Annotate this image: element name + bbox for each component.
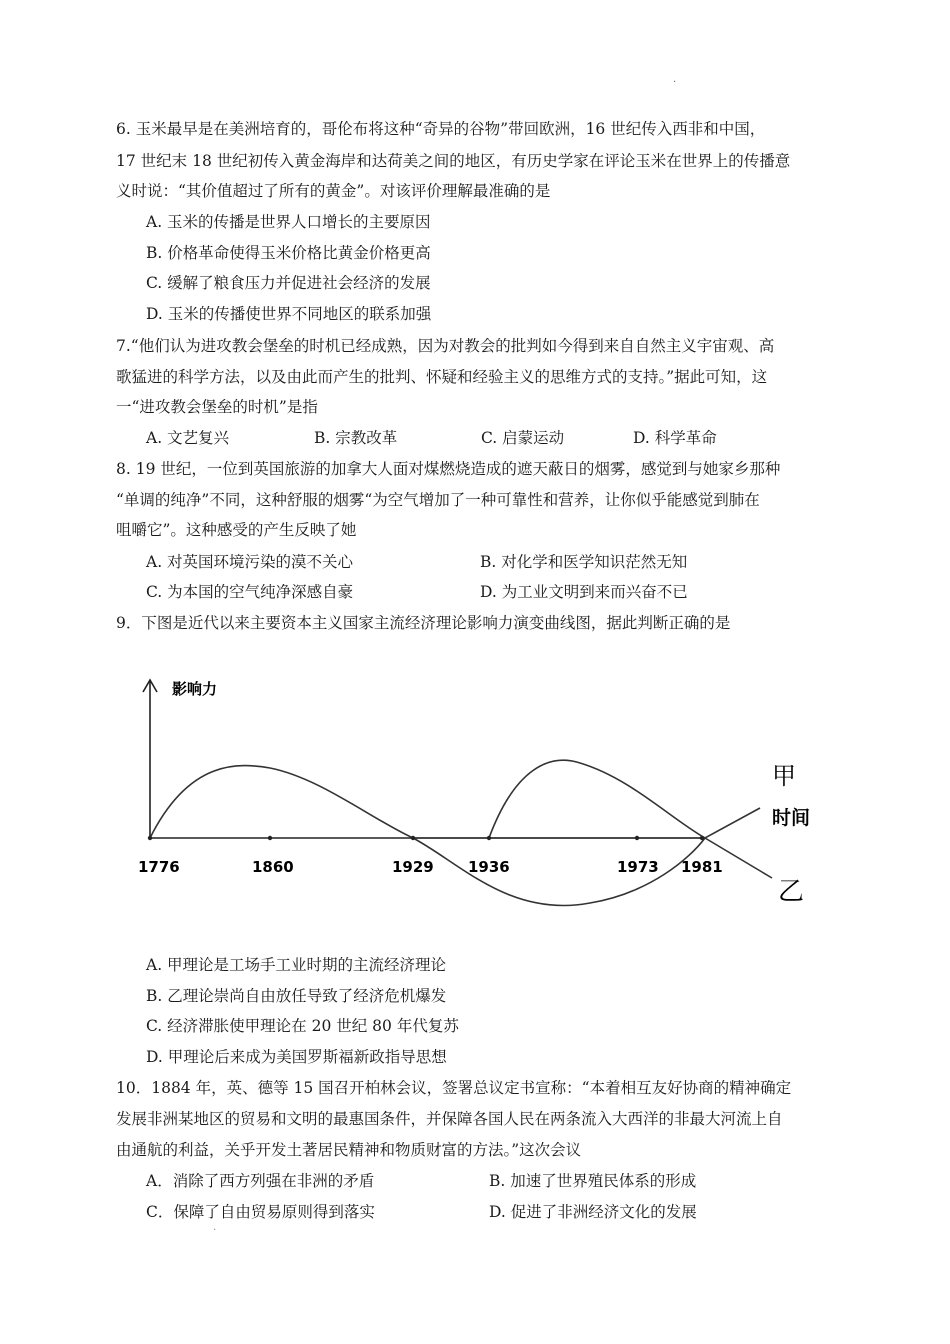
q9-line-1: 9．下图是近代以来主要资本主义国家主流经济理论影响力演变曲线图，据此判断正确的是 bbox=[116, 614, 731, 632]
q8-option-d: D. 为工业文明到来而兴奋不已 bbox=[480, 583, 688, 601]
q6-option-b: B. 价格革命使得玉米价格比黄金价格更高 bbox=[146, 244, 431, 262]
tick-label-1860: 1860 bbox=[252, 858, 294, 876]
q10-option-a: A．消除了西方列强在非洲的矛盾 bbox=[146, 1172, 375, 1190]
q8-line-1: 8. 19 世纪，一位到英国旅游的加拿大人面对煤燃烧造成的遮天蔽日的烟雾，感觉到与她家乡那种 bbox=[116, 460, 781, 478]
tick-dot-1936 bbox=[487, 836, 491, 840]
tick-label-1936: 1936 bbox=[468, 858, 510, 876]
q6-option-c: C. 缓解了粮食压力并促进社会经济的发展 bbox=[146, 274, 431, 292]
page-mark-bottom: . bbox=[213, 1222, 217, 1233]
q10-option-b: B. 加速了世界殖民体系的形成 bbox=[489, 1172, 697, 1190]
q6-line-3: 义时说：“其价值超过了所有的黄金”。对该评价理解最准确的是 bbox=[116, 182, 551, 200]
q8-option-a: A. 对英国环境污染的漠不关心 bbox=[146, 553, 354, 571]
q7-line-3: 一“进攻教会堡垒的时机”是指 bbox=[116, 398, 318, 416]
q7-option-b: B. 宗教改革 bbox=[314, 429, 398, 447]
curve-jia bbox=[150, 766, 760, 838]
tick-label-1973: 1973 bbox=[617, 858, 659, 876]
q9-option-b: B. 乙理论崇尚自由放任导致了经济危机爆发 bbox=[146, 987, 447, 1005]
tick-dot-1981 bbox=[700, 836, 704, 840]
q6-line-2: 17 世纪末 18 世纪初传入黄金海岸和达荷美之间的地区，有历史学家在评论玉米在世界上的传播意 bbox=[116, 152, 791, 170]
q9-option-c: C. 经济滞胀使甲理论在 20 世纪 80 年代复苏 bbox=[146, 1017, 459, 1035]
q10-line-2: 发展非洲某地区的贸易和文明的最惠国条件，并保障各国人民在两条流入大西洋的非最大河流上自 bbox=[116, 1110, 783, 1128]
q10-option-d: D. 促进了非洲经济文化的发展 bbox=[489, 1203, 697, 1221]
q6-line-1: 6. 玉米最早是在美洲培育的，哥伦布将这种“奇异的谷物”带回欧洲，16 世纪传入西非和中国， bbox=[116, 120, 766, 138]
q10-line-1: 10．1884 年，英、德等 15 国召开柏林会议，签署总议定书宣称：“本着相互友好协商的精神确定 bbox=[116, 1079, 792, 1097]
tick-dot-1776 bbox=[148, 836, 152, 840]
q9-option-d: D. 甲理论后来成为美国罗斯福新政指导思想 bbox=[146, 1048, 447, 1066]
q7-line-1: 7.“他们认为进攻教会堡垒的时机已经成熟，因为对教会的批判如今得到来自自然主义宇宙观、高 bbox=[116, 337, 775, 355]
influence-curve-chart bbox=[130, 668, 860, 928]
tick-dot-1973 bbox=[635, 836, 639, 840]
q8-line-2: “单调的纯净”不同，这种舒服的烟雾“为空气增加了一种可靠性和营养，让你似乎能感觉到肺在 bbox=[116, 491, 760, 509]
y-axis-label: 影响力 bbox=[172, 680, 218, 698]
q9-option-a: A. 甲理论是工场手工业时期的主流经济理论 bbox=[146, 956, 447, 974]
tick-label-1929: 1929 bbox=[392, 858, 434, 876]
curve-jia-second-hump bbox=[489, 760, 705, 838]
x-axis-label: 时间 bbox=[772, 807, 811, 829]
q7-option-d: D. 科学革命 bbox=[633, 429, 717, 447]
q7-option-c: C. 启蒙运动 bbox=[481, 429, 565, 447]
tick-label-1981: 1981 bbox=[681, 858, 723, 876]
q10-option-c: C．保障了自由贸易原则得到落实 bbox=[146, 1203, 375, 1221]
q6-option-d: D. 玉米的传播使世界不同地区的联系加强 bbox=[146, 305, 432, 323]
q8-line-3: 咀嚼它”。这种感受的产生反映了她 bbox=[116, 521, 357, 539]
q7-option-a: A. 文艺复兴 bbox=[146, 429, 230, 447]
tick-dot-1929 bbox=[411, 836, 415, 840]
tick-label-1776: 1776 bbox=[138, 858, 180, 876]
q8-option-b: B. 对化学和医学知识茫然无知 bbox=[480, 553, 688, 571]
page-mark: . bbox=[673, 74, 677, 85]
q10-line-3: 由通航的利益，关乎开发土著居民精神和物质财富的方法。”这次会议 bbox=[116, 1141, 582, 1159]
series-label-jia: 甲 bbox=[772, 762, 796, 790]
q8-option-c: C. 为本国的空气纯净深感自豪 bbox=[146, 583, 354, 601]
q7-line-2: 歌猛进的科学方法，以及由此而产生的批判、怀疑和经验主义的思维方式的支持。”据此可知，这 bbox=[116, 368, 768, 386]
q6-option-a: A. 玉米的传播是世界人口增长的主要原因 bbox=[146, 213, 431, 231]
series-label-yi: 乙 bbox=[778, 877, 805, 907]
tick-dot-1860 bbox=[268, 836, 272, 840]
